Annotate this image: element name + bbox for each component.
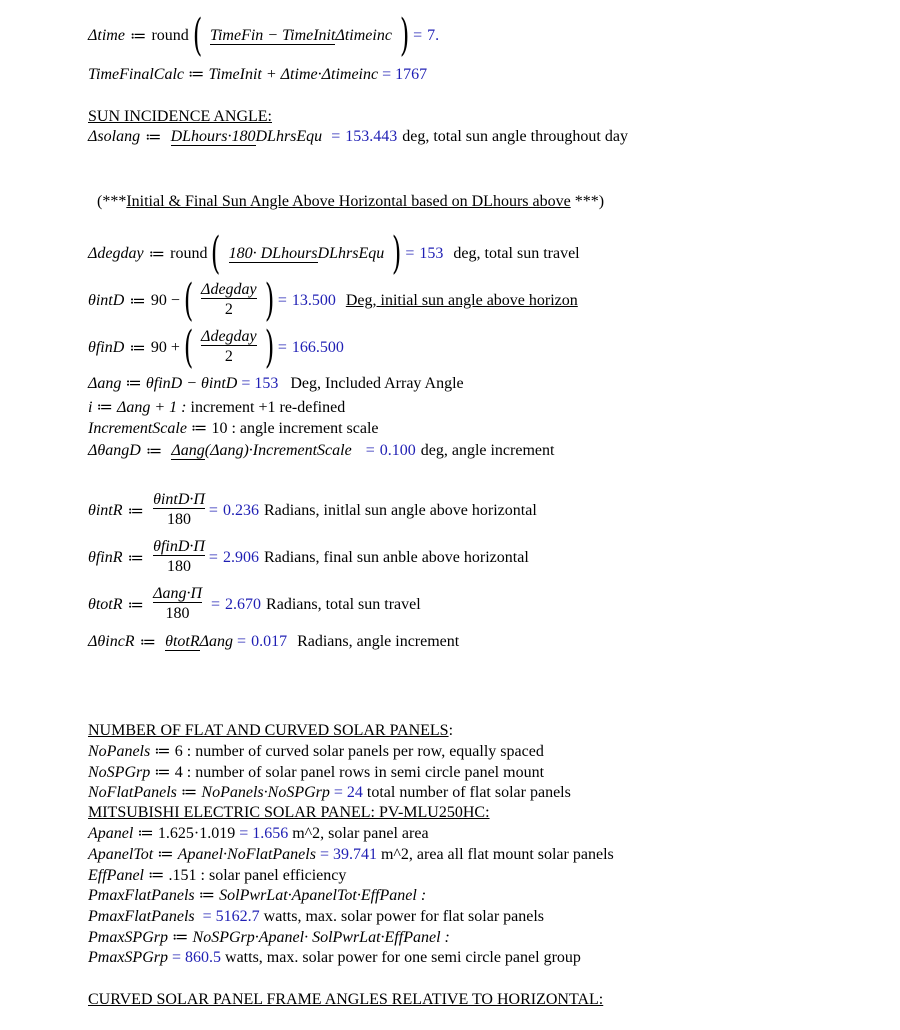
eq-delta-solang [88, 127, 628, 147]
result-value: 860.5 [185, 949, 222, 966]
result-value: 1.656 [252, 825, 289, 842]
result-value: 2.670 [225, 596, 262, 613]
numerator: θfinD·Π [153, 538, 205, 555]
equals: = [365, 442, 375, 459]
result-value: 0.236 [222, 502, 259, 519]
numerator: DLhours·180 [170, 128, 256, 145]
result-value: 153.443 [345, 128, 398, 145]
result-value: 2.906 [222, 549, 259, 566]
comment: deg, total sun travel [453, 245, 580, 262]
eq-expr: SolPwrLat·ApanelTot·EffPanel : [219, 887, 427, 904]
assign-op: ≔ [129, 293, 146, 310]
comment: watts, max. solar power for flat solar panels [263, 908, 545, 925]
section-heading-sun-incidence: SUN INCIDENCE ANGLE: [88, 108, 272, 125]
comment: m^2, area all flat mount solar panels [380, 846, 614, 863]
comment: deg, total sun angle throughout day [402, 128, 628, 145]
eq-no-spgrp [88, 763, 544, 783]
note-suffix: ***) [574, 193, 605, 210]
heading-colon: : [448, 722, 454, 739]
equals: = [208, 502, 218, 519]
fraction [153, 538, 205, 578]
eq-pmax-flat-eval [88, 907, 544, 927]
eq-lhs: ΔθincR [88, 633, 135, 650]
heading-text: NUMBER OF FLAT AND CURVED SOLAR PANELS [88, 722, 449, 739]
eq-time-final-calc [88, 65, 427, 85]
section-heading-panels [88, 721, 453, 741]
equals: = [239, 825, 249, 842]
result-value: 13.500 [291, 292, 336, 309]
result-value: 39.741 [332, 846, 377, 863]
eq-lhs: Δang [88, 375, 122, 392]
result-value: 153 [254, 375, 279, 392]
comment: Deg, Included Array Angle [290, 375, 464, 392]
assign-op: ≔ [147, 867, 165, 884]
eq-lhs: Apanel [88, 825, 134, 842]
denominator: 180 [166, 558, 191, 575]
eq-lhs: ΔθangD [88, 442, 141, 459]
func-name: round [151, 27, 189, 44]
close-paren: ) [264, 275, 274, 326]
eq-increment-scale [88, 419, 379, 439]
numerator: TimeFin − TimeInit [209, 27, 336, 44]
eq-lhs: θfinD [88, 339, 125, 356]
eq-lhs: PmaxFlatPanels [88, 908, 195, 925]
assign-op: ≔ [127, 503, 145, 520]
open-paren: ( [183, 275, 194, 326]
result-value: 1767 [395, 66, 428, 83]
eq-lhs: PmaxFlatPanels [88, 887, 195, 904]
eq-lhs: θfinR [88, 549, 123, 566]
fraction [153, 585, 202, 625]
eq-expr: TimeInit + Δtime·Δtimeinc [208, 66, 379, 83]
comment: total number of flat solar panels [366, 784, 571, 801]
comment: watts, max. solar power for one semi circle panel group [225, 949, 581, 966]
fraction [229, 245, 385, 263]
comment: Radians, angle increment [297, 633, 460, 650]
eq-pmax-spgrp-def [88, 928, 450, 948]
numerator: θintD·Π [153, 491, 205, 508]
eq-expr: NoSPGrp·Apanel· SolPwrLat·EffPanel : [192, 929, 450, 946]
open-paren: ( [183, 322, 194, 373]
numerator: Δdegday [201, 281, 257, 298]
func-name: round [170, 245, 208, 262]
eq-pmax-spgrp-eval [88, 948, 581, 968]
assign-op: ≔ [129, 28, 147, 45]
eq-expr: 6 : [174, 743, 192, 760]
comment: number of solar panel rows in semi circle panel mount [195, 764, 545, 781]
assign-op: ≔ [139, 634, 157, 651]
numerator: Δang [171, 442, 205, 459]
denominator: Δtimeinc [335, 27, 392, 44]
result-value: 24 [346, 784, 363, 801]
eq-lhs: Δdegday [88, 245, 144, 262]
eq-apanel-tot [88, 845, 614, 865]
equals: = [171, 949, 182, 966]
eq-prefix: 90 + [150, 339, 180, 356]
close-paren: ) [399, 10, 410, 61]
eq-lhs: TimeFinalCalc [88, 66, 184, 83]
eq-lhs: EffPanel [88, 867, 144, 884]
denominator: Δang [199, 633, 234, 650]
eq-delta-theta-incr [88, 632, 459, 652]
eq-apanel [88, 824, 429, 844]
result-value: 7. [427, 27, 440, 44]
eq-expr: 10 : [211, 420, 236, 437]
comment: angle increment scale [239, 420, 379, 437]
eq-lhs: Δtime [88, 27, 125, 44]
eq-theta-intr [88, 491, 537, 531]
denominator: DLhrsEqu [317, 245, 385, 262]
assign-op: ≔ [127, 550, 145, 567]
denominator: (Δang)·IncrementScale [204, 442, 352, 459]
equals: = [208, 549, 218, 566]
assign-op: ≔ [145, 129, 162, 146]
section-heading-mitsubishi: MITSUBISHI ELECTRIC SOLAR PANEL: PV-MLU250HC: [88, 804, 490, 821]
eq-expr: NoPanels·NoSPGrp [201, 784, 330, 801]
fraction [201, 281, 257, 321]
denominator: DLhrsEqu [255, 128, 323, 145]
eq-no-panels [88, 742, 544, 762]
eq-lhs: i [88, 399, 93, 416]
comment: deg, angle increment [420, 442, 555, 459]
eq-expr: 1.625·1.019 [157, 825, 236, 842]
eq-expr: 4 : [174, 764, 192, 781]
eq-lhs: θtotR [88, 596, 123, 613]
comment: m^2, solar panel area [292, 825, 429, 842]
denominator: 2 [224, 348, 233, 365]
eq-lhs: θintD [88, 292, 125, 309]
fraction [153, 491, 205, 531]
equals: = [382, 66, 392, 83]
assign-op: ≔ [154, 764, 171, 781]
equals: = [277, 292, 287, 309]
equals: = [277, 339, 287, 356]
eq-lhs: PmaxSPGrp [88, 949, 168, 966]
assign-op: ≔ [188, 66, 205, 83]
eq-theta-find [88, 322, 344, 373]
fraction [210, 27, 392, 45]
eq-delta-theta-angd [88, 441, 554, 461]
close-paren: ) [392, 228, 402, 279]
denominator: 2 [224, 301, 233, 318]
eq-delta-ang [88, 374, 464, 394]
assign-op: ≔ [198, 887, 216, 904]
comment: solar panel efficiency [208, 867, 347, 884]
assign-op: ≔ [148, 246, 166, 263]
eq-theta-totr [88, 585, 421, 625]
eq-i [88, 398, 345, 418]
equals: = [202, 908, 212, 925]
assign-op: ≔ [127, 597, 145, 614]
eq-lhs: ApanelTot [88, 846, 154, 863]
comment: Deg, initial sun angle above horizon [345, 292, 578, 309]
equals: = [237, 633, 247, 650]
comment: Radians, initlal sun angle above horizontal [263, 502, 537, 519]
numerator: Δang·Π [153, 585, 203, 602]
close-paren: ) [264, 322, 274, 373]
open-paren: ( [211, 228, 221, 279]
eq-delta-time [88, 10, 440, 61]
equals: = [319, 846, 329, 863]
comment: Radians, total sun travel [266, 596, 421, 613]
eq-no-flat-panels [88, 783, 571, 803]
equals: = [413, 27, 423, 44]
note-line [97, 192, 604, 212]
eq-lhs: NoPanels [88, 743, 151, 760]
assign-op: ≔ [180, 784, 198, 801]
result-value: 5162.7 [215, 908, 260, 925]
assign-op: ≔ [190, 420, 208, 437]
eq-lhs: Δsolang [88, 128, 141, 145]
denominator: 180 [166, 511, 191, 528]
assign-op: ≔ [96, 399, 113, 416]
eq-expr: Δang + 1 : [116, 399, 187, 416]
eq-eff-panel [88, 866, 346, 886]
result-value: 153 [419, 245, 444, 262]
numerator: θtotR [165, 633, 200, 650]
numerator: Δdegday [201, 328, 257, 345]
eq-expr: Apanel·NoFlatPanels [177, 846, 316, 863]
numerator: 180· DLhours [228, 245, 318, 262]
eq-pmax-flat-def [88, 886, 426, 906]
note-text: Initial & Final Sun Angle Above Horizontal based on DLhours above [126, 193, 571, 210]
fraction [201, 328, 257, 368]
eq-lhs: IncrementScale [88, 420, 187, 437]
denominator: 180 [165, 605, 190, 622]
eq-prefix: 90 − [150, 292, 180, 309]
note-prefix: (*** [97, 193, 127, 210]
equals: = [331, 128, 341, 145]
assign-op: ≔ [125, 375, 142, 392]
eq-lhs: NoFlatPanels [88, 784, 177, 801]
equals: = [241, 375, 251, 392]
eq-lhs: θintR [88, 502, 123, 519]
equals: = [333, 784, 343, 801]
result-value: 0.017 [251, 633, 288, 650]
comment: increment +1 re-defined [190, 399, 346, 416]
eq-lhs: NoSPGrp [88, 764, 151, 781]
eq-theta-intd [88, 275, 578, 326]
assign-op: ≔ [154, 743, 171, 760]
comment: Radians, final sun anble above horizontal [263, 549, 529, 566]
assign-op: ≔ [171, 929, 189, 946]
assign-op: ≔ [145, 443, 163, 460]
equals: = [405, 245, 415, 262]
fraction [171, 128, 323, 146]
fraction [165, 633, 233, 651]
result-value: 0.100 [379, 442, 416, 459]
assign-op: ≔ [157, 846, 174, 863]
section-heading-curved-frame: CURVED SOLAR PANEL FRAME ANGLES RELATIVE TO HORIZONTAL: [88, 991, 604, 1008]
comment: number of curved solar panels per row, equally spaced [195, 743, 544, 760]
eq-lhs: PmaxSPGrp [88, 929, 168, 946]
equals: = [211, 596, 221, 613]
result-value: 166.500 [291, 339, 344, 356]
eq-delta-degday [88, 228, 580, 279]
eq-theta-finr [88, 538, 529, 578]
assign-op: ≔ [129, 340, 146, 357]
eq-expr: .151 : [168, 867, 205, 884]
eq-expr: θfinD − θintD [145, 375, 238, 392]
fraction [171, 442, 351, 460]
open-paren: ( [192, 10, 203, 61]
assign-op: ≔ [137, 825, 154, 842]
